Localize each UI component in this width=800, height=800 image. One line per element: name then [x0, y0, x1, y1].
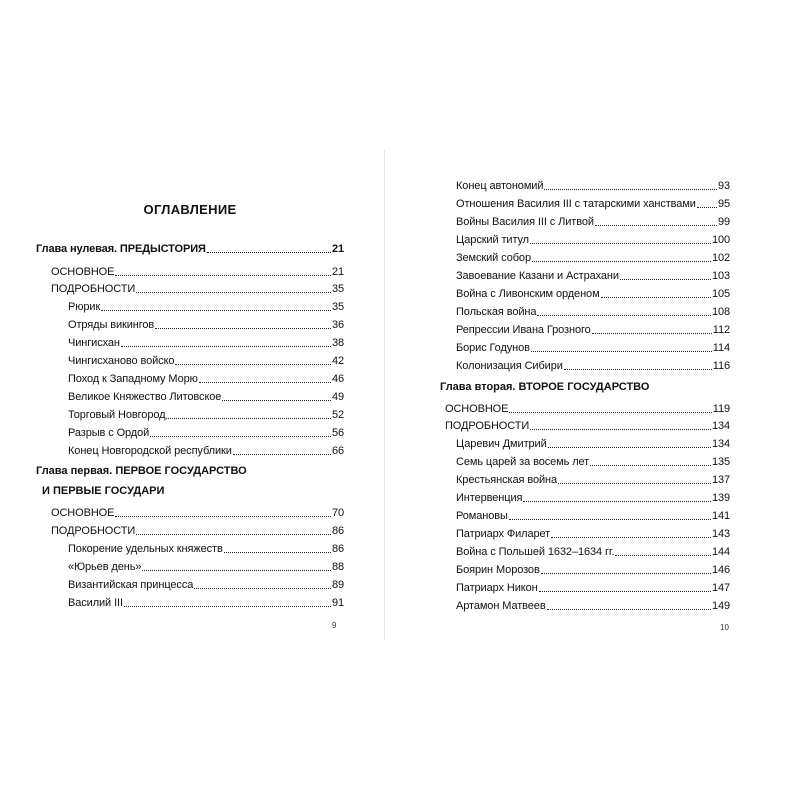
toc-entry-page: 21	[331, 243, 344, 255]
dot-leader	[101, 310, 331, 311]
dot-leader	[531, 351, 712, 352]
dot-leader	[537, 315, 711, 316]
toc-entry-text: Патриарх Никон	[456, 582, 538, 594]
toc-chapter-title: Глава первая. ПЕРВОЕ ГОСУДАРСТВО	[36, 465, 247, 477]
dot-leader	[595, 225, 717, 226]
dot-leader	[558, 483, 711, 484]
toc-entry-page: 66	[331, 445, 344, 457]
toc-heading: ОГЛАВЛЕНИЕ	[143, 202, 237, 217]
toc-entry-text: Колонизация Сибири	[456, 360, 563, 372]
toc-entry-page: 89	[331, 579, 344, 591]
dot-leader	[142, 570, 331, 571]
dot-leader	[548, 447, 711, 448]
toc-entry-page: 119	[712, 403, 730, 415]
toc-entry-page: 99	[717, 216, 730, 228]
dot-leader	[590, 465, 711, 466]
toc-entry-text: Польская война	[456, 306, 537, 318]
dot-leader	[615, 555, 711, 556]
toc-entry-page: 147	[711, 582, 730, 594]
dot-leader	[233, 454, 331, 455]
toc-subsection-entry	[456, 269, 730, 283]
toc-entry-text: Боярин Морозов	[456, 564, 540, 576]
toc-entry-page: 100	[711, 234, 730, 246]
toc-entry-page: 103	[711, 270, 730, 282]
dot-leader	[136, 534, 331, 535]
toc-entry-text: Василий III	[68, 597, 123, 609]
toc-chapter-title-continued: И ПЕРВЫЕ ГОСУДАРИ	[42, 485, 165, 497]
toc-subsection-entry	[68, 408, 344, 422]
toc-entry-text: Артамон Матвеев	[456, 600, 546, 612]
toc-subsection-entry	[68, 596, 344, 610]
dot-leader	[592, 333, 712, 334]
left-page	[36, 150, 344, 640]
toc-entry-text: Конец автономий	[456, 180, 544, 192]
toc-entry-text: Отряды викингов	[68, 319, 155, 331]
page-number: 10	[720, 623, 729, 632]
toc-entry-text: Интервенция	[456, 492, 523, 504]
toc-entry-text: Крестьянская война	[456, 474, 558, 486]
toc-entry-text: Глава нулевая. ПРЕДЫСТОРИЯ	[36, 243, 206, 255]
toc-subsection-entry	[68, 336, 344, 350]
toc-subsection-entry	[456, 599, 730, 613]
toc-entry-text: Рюрик	[68, 301, 101, 313]
toc-entry-page: 105	[711, 288, 730, 300]
toc-entry-page: 134	[711, 420, 730, 432]
toc-entry-text: Царский титул	[456, 234, 529, 246]
toc-subsection-entry	[456, 197, 730, 211]
toc-entry-page: 95	[717, 198, 730, 210]
toc-entry-text: ОСНОВНОЕ	[445, 403, 509, 415]
toc-entry-text: ОСНОВНОЕ	[51, 266, 115, 278]
toc-entry-text: Покорение удельных княжеств	[68, 543, 223, 555]
toc-entry-page: 52	[331, 409, 344, 421]
toc-entry-page: 70	[331, 507, 344, 519]
toc-subsection-entry	[456, 527, 730, 541]
toc-entry-page: 108	[711, 306, 730, 318]
dot-leader	[194, 588, 331, 589]
toc-entry-page: 21	[331, 266, 344, 278]
toc-entry-page: 143	[711, 528, 730, 540]
toc-entry-text: Борис Годунов	[456, 342, 530, 354]
toc-entry-text: Отношения Василия III с татарскими ханствами	[456, 198, 696, 210]
toc-entry-page: 42	[331, 355, 344, 367]
dot-leader	[115, 516, 331, 517]
toc-chapter-title: Глава вторая. ВТОРОЕ ГОСУДАРСТВО	[440, 381, 650, 393]
dot-leader	[175, 364, 331, 365]
toc-subsection-entry	[456, 563, 730, 577]
dot-leader	[539, 591, 711, 592]
toc-subsection-entry	[68, 390, 344, 404]
toc-entry-text: Византийская принцесса	[68, 579, 194, 591]
dot-leader	[509, 412, 711, 413]
dot-leader	[530, 243, 711, 244]
toc-subsection-entry	[456, 545, 730, 559]
toc-subsection-entry	[68, 354, 344, 368]
toc-entry-page: 134	[711, 438, 730, 450]
dot-leader	[115, 275, 331, 276]
dot-leader	[530, 429, 711, 430]
toc-entry-text: Конец Новгородской республики	[68, 445, 232, 457]
dot-leader	[509, 519, 711, 520]
toc-entry-page: 149	[711, 600, 730, 612]
toc-section-entry	[51, 282, 344, 296]
toc-entry-page: 35	[331, 283, 344, 295]
toc-subsection-entry	[68, 444, 344, 458]
toc-subsection-entry	[456, 455, 730, 469]
dot-leader	[155, 328, 331, 329]
toc-entry-page: 144	[711, 546, 730, 558]
toc-entry-text: Романовы	[456, 510, 508, 522]
toc-entry-page: 86	[331, 543, 344, 555]
toc-entry-page: 135	[711, 456, 730, 468]
toc-subsection-entry	[68, 560, 344, 574]
toc-entry-text: Завоевание Казани и Астрахани	[456, 270, 619, 282]
toc-subsection-entry	[456, 179, 730, 193]
page-gutter	[384, 150, 385, 640]
dot-leader	[532, 261, 711, 262]
toc-entry-text: Семь царей за восемь лет	[456, 456, 590, 468]
toc-subsection-entry	[456, 341, 730, 355]
toc-entry-text: ПОДРОБНОСТИ	[445, 420, 530, 432]
toc-entry-text: Поход к Западному Морю	[68, 373, 198, 385]
toc-subsection-entry	[456, 509, 730, 523]
toc-section-entry	[445, 419, 730, 433]
dot-leader	[222, 400, 331, 401]
dot-leader	[547, 609, 711, 610]
toc-entry-page: 137	[711, 474, 730, 486]
toc-entry-page: 56	[331, 427, 344, 439]
dot-leader	[199, 382, 331, 383]
toc-entry-page: 35	[331, 301, 344, 313]
toc-entry-page: 86	[331, 525, 344, 537]
toc-entry-page: 116	[712, 360, 730, 372]
toc-subsection-entry	[456, 287, 730, 301]
toc-entry-text: Чингисханово войско	[68, 355, 175, 367]
toc-subsection-entry	[68, 372, 344, 386]
toc-entry-text: «Юрьев день»	[68, 561, 142, 573]
dot-leader	[620, 279, 711, 280]
toc-subsection-entry	[456, 359, 730, 373]
toc-entry-page: 38	[331, 337, 344, 349]
toc-entry-text: Великое Княжество Литовское	[68, 391, 222, 403]
toc-subsection-entry	[456, 491, 730, 505]
toc-entry-text: Война с Ливонским орденом	[456, 288, 600, 300]
toc-entry-page: 49	[331, 391, 344, 403]
dot-leader	[150, 436, 331, 437]
toc-subsection-entry	[68, 578, 344, 592]
dot-leader	[523, 501, 711, 502]
dot-leader	[166, 418, 331, 419]
toc-subsection-entry	[456, 437, 730, 451]
toc-entry-text: Война с Польшей 1632–1634 гг.	[456, 546, 615, 558]
toc-entry-page: 46	[331, 373, 344, 385]
toc-entry-text: Торговый Новгород	[68, 409, 166, 421]
toc-entry-page: 36	[331, 319, 344, 331]
toc-entry-page: 141	[711, 510, 730, 522]
toc-subsection-entry	[456, 233, 730, 247]
toc-entry-page: 146	[711, 564, 730, 576]
toc-entry-page: 93	[717, 180, 730, 192]
toc-entry-text: ОСНОВНОЕ	[51, 507, 115, 519]
toc-subsection-entry	[68, 318, 344, 332]
dot-leader	[224, 552, 331, 553]
toc-entry-page: 139	[711, 492, 730, 504]
toc-subsection-entry	[456, 215, 730, 229]
toc-section-entry	[51, 506, 344, 520]
toc-entry-page: 114	[712, 342, 730, 354]
toc-entry-text: Патриарх Филарет	[456, 528, 551, 540]
toc-section-entry	[51, 524, 344, 538]
page-number: 9	[332, 621, 337, 630]
toc-subsection-entry	[456, 305, 730, 319]
toc-subsection-entry	[456, 581, 730, 595]
dot-leader	[541, 573, 711, 574]
dot-leader	[124, 606, 331, 607]
toc-subsection-entry	[68, 300, 344, 314]
right-page	[436, 150, 730, 640]
toc-entry-page: 91	[331, 597, 344, 609]
toc-entry-text: Репрессии Ивана Грозного	[456, 324, 591, 336]
toc-entry-text: Войны Василия III с Литвой	[456, 216, 594, 228]
toc-entry-text: Земский собор	[456, 252, 531, 264]
dot-leader	[601, 297, 711, 298]
toc-entry-page: 112	[712, 324, 730, 336]
toc-subsection-entry	[68, 542, 344, 556]
dot-leader	[564, 369, 712, 370]
toc-entry-page: 88	[331, 561, 344, 573]
toc-section-entry	[445, 402, 730, 416]
toc-subsection-entry	[456, 473, 730, 487]
toc-entry-text: Царевич Дмитрий	[456, 438, 547, 450]
dot-leader	[207, 252, 331, 253]
toc-subsection-entry	[456, 251, 730, 265]
dot-leader	[551, 537, 711, 538]
dot-leader	[136, 292, 331, 293]
toc-entry-text: ПОДРОБНОСТИ	[51, 283, 136, 295]
toc-subsection-entry	[456, 323, 730, 337]
toc-entry-text: Разрыв с Ордой	[68, 427, 150, 439]
dot-leader	[544, 189, 717, 190]
toc-entry-page: 102	[711, 252, 730, 264]
toc-section-entry	[51, 265, 344, 279]
toc-entry-text: ПОДРОБНОСТИ	[51, 525, 136, 537]
dot-leader	[121, 346, 331, 347]
toc-chapter-entry	[36, 242, 344, 256]
dot-leader	[697, 207, 717, 208]
toc-entry-text: Чингисхан	[68, 337, 120, 349]
toc-subsection-entry	[68, 426, 344, 440]
